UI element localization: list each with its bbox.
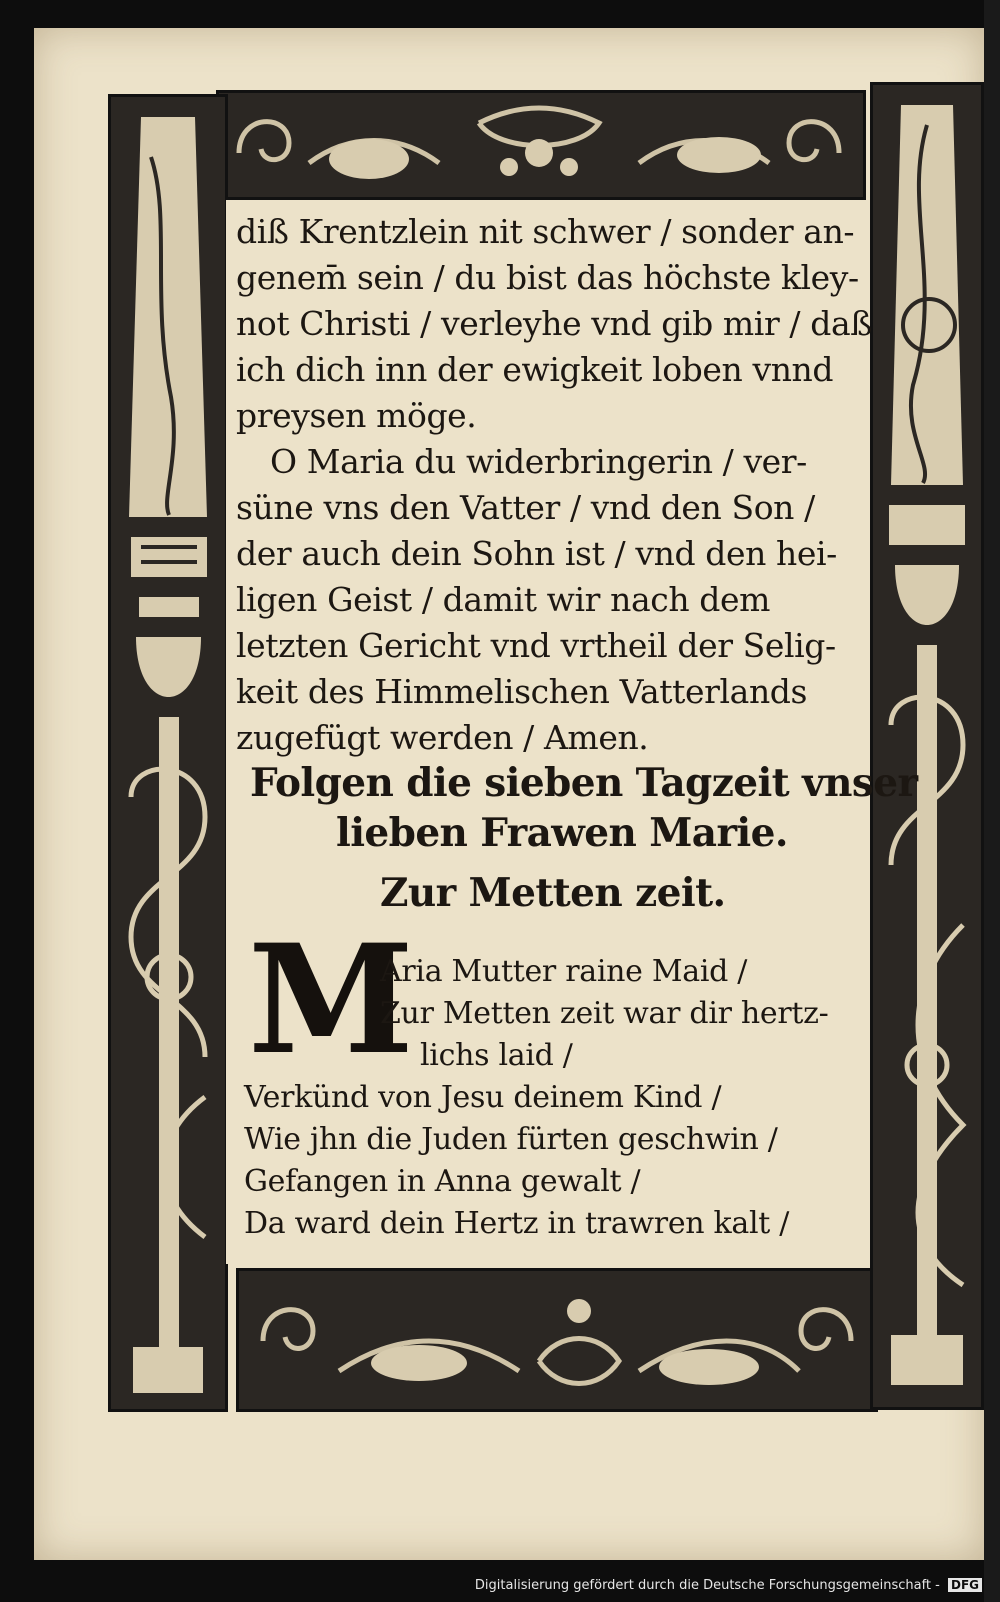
verse-line: lichs laid / [420, 1038, 573, 1073]
text-line: ich dich inn der ewigkeit loben vnnd [236, 350, 834, 389]
text-line: O Maria du widerbringerin / ver- [270, 442, 807, 481]
text-line: diß Krentzlein nit schwer / sonder an- [236, 212, 855, 251]
verse-line: Zur Metten zeit war dir hertz- [380, 996, 829, 1031]
woodcut-border-bottom [236, 1268, 878, 1412]
verse-line: Wie jhn die Juden fürten geschwin / [244, 1122, 778, 1157]
text-line: keit des Himmelischen Vatterlands [236, 672, 808, 711]
text-line: genem̄ sein / du bist das höchste kley- [236, 258, 859, 297]
text-line: preysen möge. [236, 396, 477, 435]
verse-line: Gefangen in Anna gewalt / [244, 1164, 641, 1199]
verse-line: Aria Mutter raine Maid / [380, 954, 748, 989]
woodcut-border-right [870, 82, 984, 1410]
text-line: süne vns den Vatter / vnd den Son / [236, 488, 815, 527]
woodcut-border-left [108, 94, 228, 1412]
decorated-initial: M [248, 912, 415, 1088]
text-line: letzten Gericht vnd vrtheil der Selig- [236, 626, 836, 665]
digitization-credit [475, 1578, 982, 1593]
verse-line: Da ward dein Hertz in trawren kalt / [244, 1206, 790, 1241]
woodcut-border-top [216, 90, 866, 200]
dfg-logo: DFG [948, 1578, 982, 1592]
text-line: zugefügt werden / Amen. [236, 718, 649, 757]
section-heading: Folgen die sieben Tagzeit vnser [250, 760, 918, 806]
text-line: not Christi / verleyhe vnd gib mir / daß [236, 304, 872, 343]
credit-text: Digitalisierung gefördert durch die Deutsche Forschungsgemeinschaft - [474, 1578, 940, 1593]
section-heading: Zur Metten zeit. [380, 870, 726, 916]
verse-line: Verkünd von Jesu deinem Kind / [244, 1080, 722, 1115]
text-line: der auch dein Sohn ist / vnd den hei- [236, 534, 837, 573]
text-line: ligen Geist / damit wir nach dem [236, 580, 771, 619]
scan-edge [984, 0, 1000, 1602]
section-heading: lieben Frawen Marie. [336, 810, 788, 856]
